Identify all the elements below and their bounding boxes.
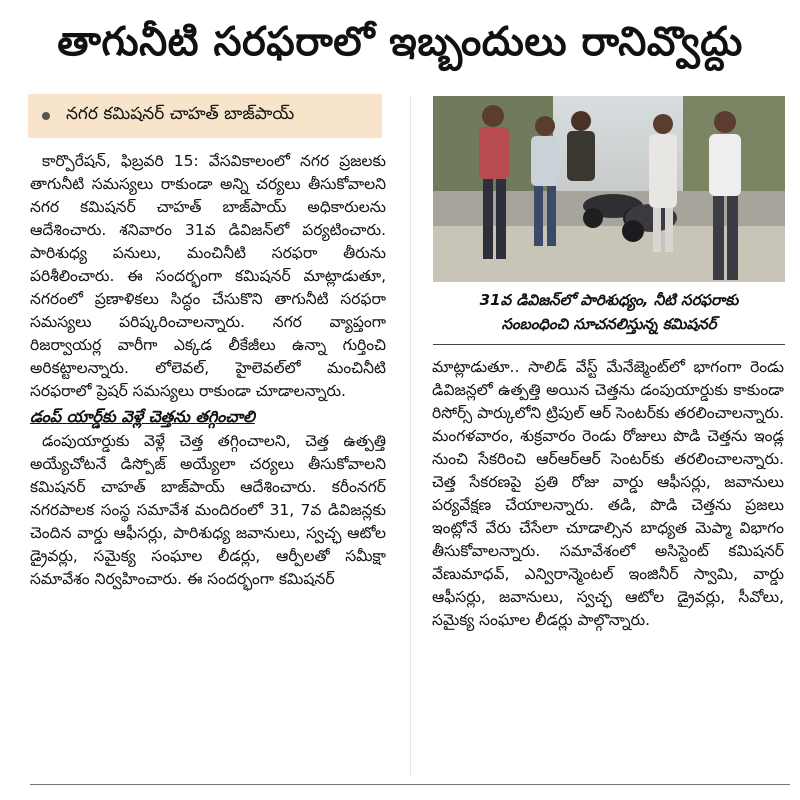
article-paragraph: మాట్లాడుతూ.. సాలిడ్ వేస్ట్ మేనేజ్మెంట్‌లో భాగంగా రెండు డివిజన్లలో ఉత్పత్తి అయిన చెత్తను డంపుయార్డుకు కాకుండా రిసోర్స్ పార్కులోని ట్రిపుల్ ఆర్ సెంటర్‌కు తరలించాలన్నారు. మంగళవారం, శుక్రవారం రెండు రోజులు పొడి చెత్తను ఇండ్ల నుంచి సేకరించి ఆర్ఆర్ఆర్ సెంటర్‌కు తరలించాలన్నారు. చెత్త సేకరణపై ప్రతి రోజు వార్డు ఆఫీసర్లు, జవానులు పర్యవేక్షణ చేయాలన్నారు. తడి, పొడి చెత్తను ప్రజలు ఇంట్లోనే వేరు చేసేలా చూడాల్సిన బాధ్యత మెప్మా విభాగం తీసుకోవాలన్నారు. సమావేశంలో అసిస్టెంట్ కమిషనర్ వేణుమాధవ్, ఎన్విరాన్మెంటల్ ఇంజినీర్ స్వామి, వార్డు ఆఫీసర్లు, జవానులు, స్వచ్ఛ ఆటోల డ్రైవర్లు, సీవోలు, సమైక్య సంఘాల లీడర్లు పాల్గొన్నారు.: [432, 358, 784, 629]
bullet-icon: [42, 112, 50, 120]
photo-caption-line-2: సంబంధించి సూచనలిస్తున్న కమిషనర్: [501, 315, 717, 333]
article-subhead: డంప్ యార్డ్‌కు వెళ్లే చెత్తను తగ్గించాలి: [30, 407, 255, 426]
article-left-column: [30, 150, 386, 591]
article-paragraph: డంపుయార్డుకు వెళ్లే చెత్త తగ్గించాలని, చెత్త ఉత్పత్తి అయ్యేచోటనే డిస్పోజ్ అయ్యేలా చర్యలు తీసుకోవాలని కమిషనర్ చాహత్ బాజ్‌పాయ్ ఆదేశించారు. కరీంనగర్ నగరపాలక సంస్థ సమావేశ మందిరంలో 31, 7వ డివిజన్లకు చెందిన వార్డు ఆఫీసర్లు, పారిశుధ్య జవానులు, స్వచ్ఛ ఆటోల డ్రైవర్లు, సమైక్య సంఘాల లీడర్లు, ఆర్పీలతో సమీక్షా సమావేశం నిర్వహించారు. ఈ సందర్భంగా కమిషనర్: [30, 432, 386, 588]
photo-caption: [433, 288, 785, 336]
column-divider: [410, 96, 411, 776]
article-paragraph: కార్పొరేషన్, ఫిబ్రవరి 15: వేసవికాలంలో నగర ప్రజలకు తాగునీటి సమస్యలు రాకుండా అన్ని చర్యలు తీసుకోవాలని నగర కమిషనర్ చాహత్ బాజ్‌పాయ్ అధికారులను ఆదేశించారు. శనివారం 31వ డివిజన్‌లో పర్యటించారు. పారిశుధ్య పనులు, మంచినీటి సరఫరా తీరును పరిశీలించారు. ఈ సందర్భంగా కమిషనర్ మాట్లాడుతూ, నగరంలో ప్రణాళికలు సిద్ధం చేసుకొని తాగునీటి సరఫరా సమస్యలు పరిష్కరించాలన్నారు. నగర వ్యాప్తంగా రిజర్వాయర్ల వారీగా ఎక్కడ లీకేజీలు ఉన్నా గుర్తించి అరికట్టాలన్నారు. లోలెవల్, హైలెవల్‌లో మంచినీటి సరఫరాలో ప్రెషర్ సమస్యలు రాకుండా చూడాలన్నారు.: [30, 152, 386, 400]
news-photo-illustration: [433, 96, 785, 282]
bottom-rule: [30, 784, 790, 785]
news-photo: [433, 96, 785, 282]
byline-text: నగర కమిషనర్ చాహత్ బాజ్‌పాయ్: [66, 104, 295, 124]
caption-rule: [433, 344, 785, 345]
headline: తాగునీటి సరఫరాలో ఇబ్బందులు రానివ్వొద్దు: [57, 19, 743, 65]
photo-caption-line-1: 31వ డివిజన్‌లో పారిశుధ్యం, నీటి సరఫరాకు: [479, 291, 739, 309]
article-right-column: [432, 356, 784, 632]
byline-box: [28, 94, 382, 138]
